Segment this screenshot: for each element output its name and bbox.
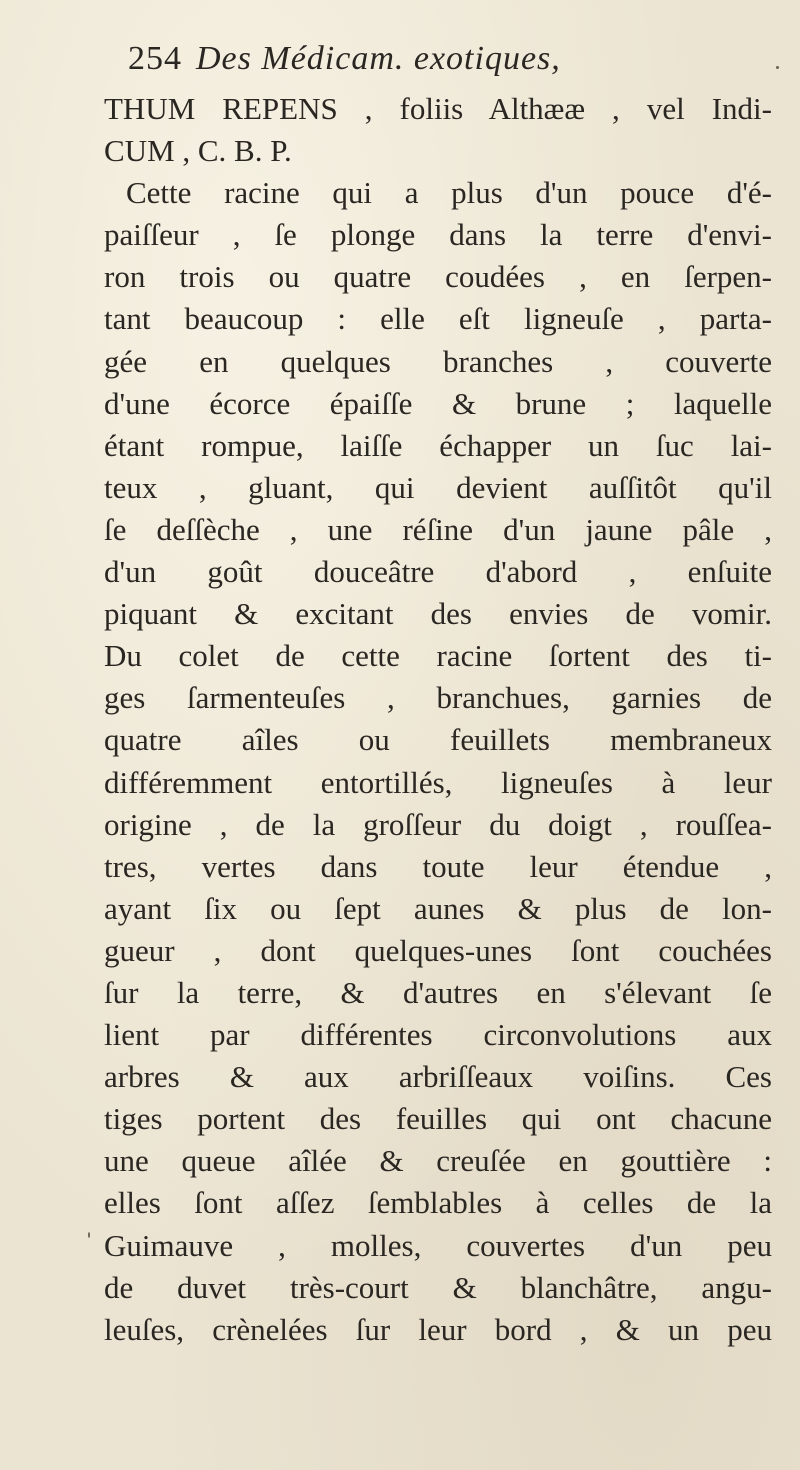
text-line: ayant ſix ou ſept aunes & plus de lon- — [104, 890, 772, 926]
text-line: elles ſont aſſez ſemblables à celles de la — [104, 1185, 772, 1221]
text-line: gueur , dont quelques-unes ſont couchées — [104, 932, 772, 968]
text-line: ron trois ou quatre coudées , en ſerpen- — [104, 259, 772, 295]
text-line: d'une écorce épaiſſe & brune ; laquelle — [104, 385, 772, 421]
text-line: d'un goût douceâtre d'abord , enſuite — [104, 554, 772, 590]
page-number: 254 — [128, 40, 182, 77]
text-line: CUM , C. B. P. — [104, 133, 292, 169]
text-line: teux , gluant, qui devient auſſitôt qu'il — [104, 469, 772, 505]
text-line: tiges portent des feuilles qui ont chacune — [104, 1101, 772, 1137]
body-text — [104, 88, 772, 1351]
text-line: ſur la terre, & d'autres en s'élevant ſe — [104, 974, 772, 1010]
text-line: différemment entortillés, ligneuſes à leur — [104, 764, 772, 800]
text-line: Guimauve , molles, couvertes d'un peu — [104, 1227, 772, 1263]
text-line: arbres & aux arbriſſeaux voiſins. Ces — [104, 1059, 772, 1095]
text-line: THUM REPENS , foliis Althææ , vel Indi- — [104, 91, 772, 126]
text-line: lient par différentes circonvolutions aux — [104, 1017, 772, 1053]
text-line: Cette racine qui a plus d'un pouce d'é- — [126, 175, 772, 211]
text-line: gée en quelques branches , couverte — [104, 343, 772, 379]
paper-speck — [776, 66, 779, 69]
text-line: tant beaucoup : elle eſt ligneuſe , parta- — [104, 301, 772, 337]
text-line: étant rompue, laiſſe échapper un ſuc lai- — [104, 427, 772, 463]
text-line: ges ſarmenteuſes , branchues, garnies de — [104, 680, 772, 716]
text-line: piquant & excitant des envies de vomir. — [104, 596, 772, 632]
running-head — [128, 40, 768, 78]
text-line: Du colet de cette racine ſortent des ti- — [104, 638, 772, 674]
text-line: ſe deſſèche , une réſine d'un jaune pâle , — [104, 511, 772, 547]
text-line: une queue aîlée & creuſée en gouttière : — [104, 1143, 772, 1179]
text-line: leuſes, crènelées ſur leur bord , & un peu — [104, 1311, 772, 1347]
running-title: Des Médicam. exotiques, — [196, 40, 561, 77]
text-line: paiſſeur , ſe plonge dans la terre d'envi- — [104, 217, 772, 253]
paper-speck — [88, 1232, 90, 1238]
text-line: de duvet très-court & blanchâtre, angu- — [104, 1269, 772, 1305]
text-line: tres, vertes dans toute leur étendue , — [104, 848, 772, 884]
text-line: origine , de la groſſeur du doigt , rouſſea- — [104, 806, 772, 842]
text-line: quatre aîles ou feuillets membraneux — [104, 722, 772, 758]
